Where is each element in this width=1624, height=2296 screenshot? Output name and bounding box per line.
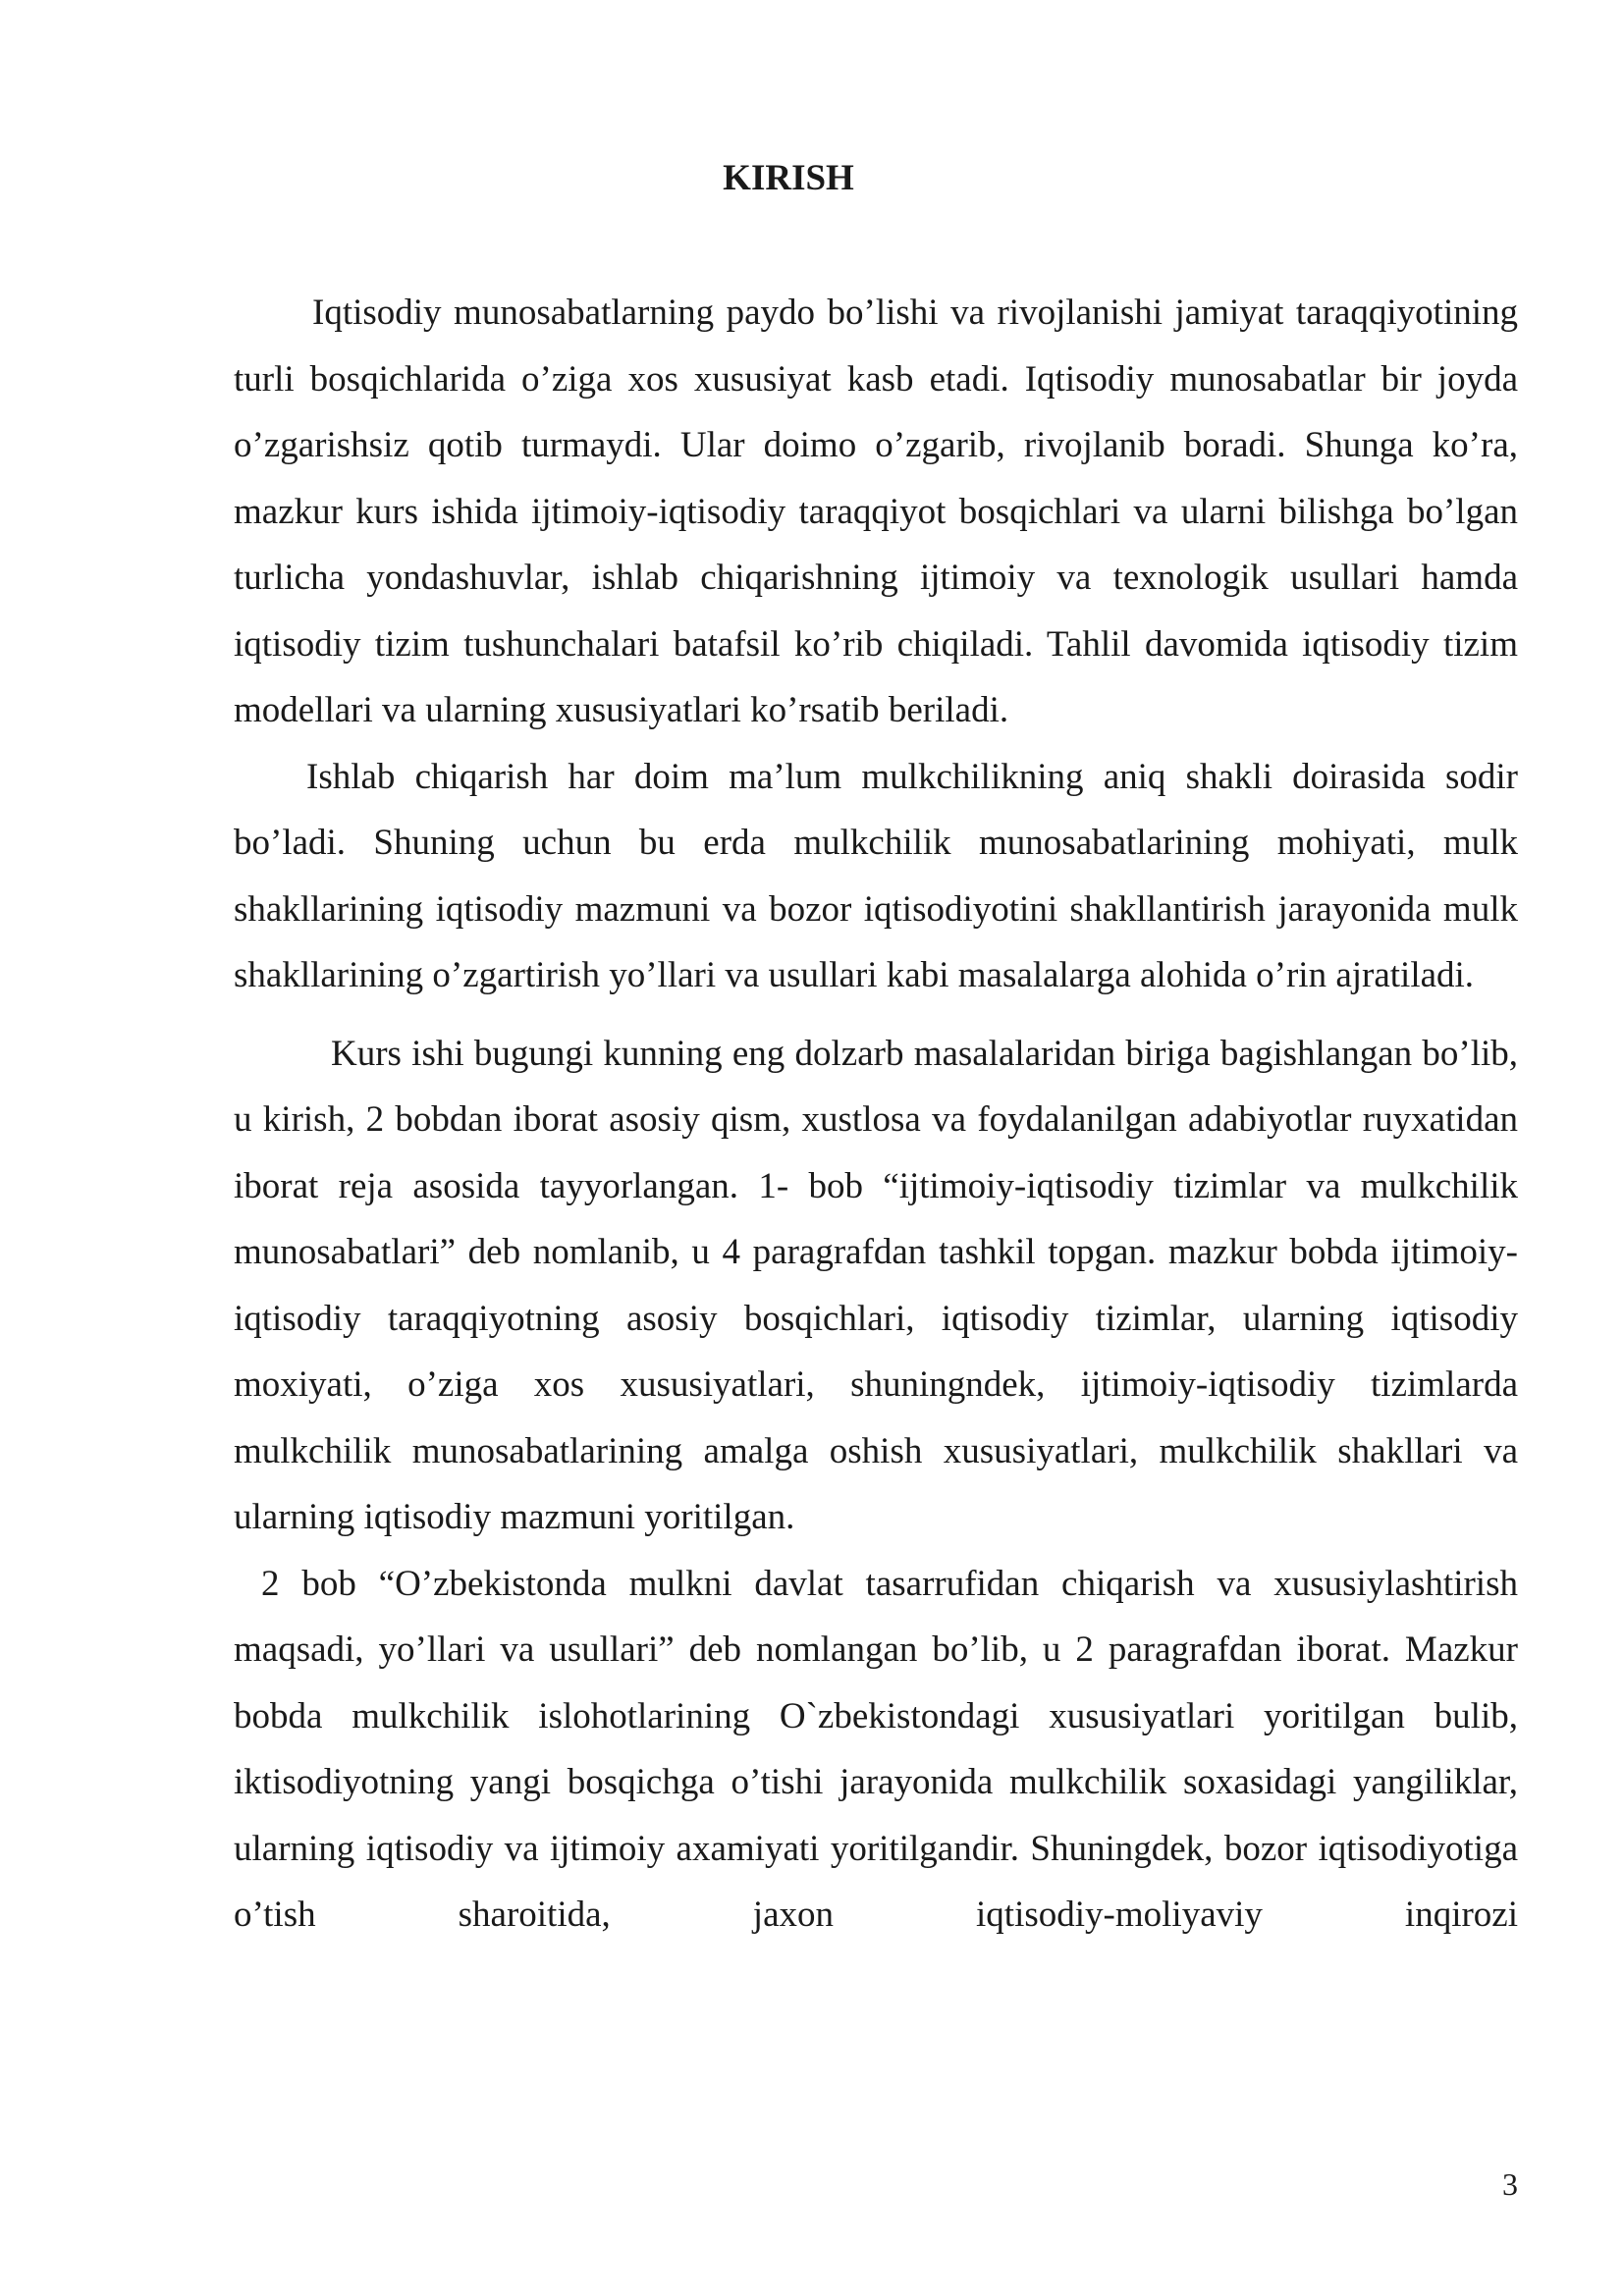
paragraph-1: Iqtisodiy munosabatlarning paydo bo’lishi va rivojlanishi jamiyat taraqqiyotining turli bosqichlarida o’ziga xos xususiyat kasb etadi. Iqtisodiy munosabatlar bir joyda o’zgarishsiz qotib turmaydi. Ular doimo o’zgarib, rivojlanib boradi. Shunga ko’ra, mazkur kurs ishida ijtimoiy-iqtisodiy taraqqiyot bosqichlari va ularni bilishga bo’lgan turlicha yondashuvlar, ishlab chiqarishning ijtimoiy va texnologik usullari hamda iqtisodiy tizim tushunchalari batafsil ko’rib chiqiladi. Tahlil davomida iqtisodiy tizim modellari va ularning xususiyatlari ko’rsatib beriladi. [234,293,1518,730]
paragraph-3: Kurs ishi bugungi kunning eng dolzarb masalalaridan biriga bagishlangan bo’lib, u kirish, 2 bobdan iborat asosiy qism, xustlosa va foydalanilgan adabiyotlar ruyxatidan iborat reja asosida tayyorlangan. 1- bob “ijtimoiy-iqtisodiy tizimlar va mulkchilik munosabatlari” deb nomlanib, u 4 paragrafdan tashkil topgan. mazkur bobda ijtimoiy-iqtisodiy taraqqiyotning asosiy bosqichlari, iqtisodiy tizimlar, ularning iqtisodiy moxiyati, o’ziga xos xususiyatlari, shuningndek, ijtimoiy-iqtisodiy tizimlarda mulkchilik munosabatlarining amalga oshish xususiyatlari, mulkchilik shakllari va ularning iqtisodiy mazmuni yoritilgan. [234,1033,1518,1537]
body-text [234,280,1518,1949]
page-number: 3 [1502,2166,1518,2202]
page-title: KIRISH [723,158,854,198]
paragraph-4: 2 bob “O’zbekistonda mulkni davlat tasarrufidan chiqarish va xususiylashtirish maqsadi, yo’llari va usullari” deb nomlangan bo’lib, u 2 paragrafdan iborat. Mazkur bobda mulkchilik islohotlarining O`zbekistondagi xususiyatlari yoritilgan bulib, iktisodiyotning yangi bosqichga o’tishi jarayonida mulkchilik soxasidagi yangiliklar, ularning iqtisodiy va ijtimoiy axamiyati yoritilgandir. Shuningdek, bozor iqtisodiyotiga o’tish sharoitida, jaxon iqtisodiy-moliyaviy inqirozi [234,1563,1518,1935]
paragraph-2: Ishlab chiqarish har doim ma’lum mulkchilikning aniq shakli doirasida sodir bo’ladi. Shuning uchun bu erda mulkchilik munosabatlarining mohiyati, mulk shakllarining iqtisodiy mazmuni va bozor iqtisodiyotini shakllantirish jarayonida mulk shakllarining o’zgartirish yo’llari va usullari kabi masalalarga alohida o’rin ajratiladi. [234,756,1518,995]
